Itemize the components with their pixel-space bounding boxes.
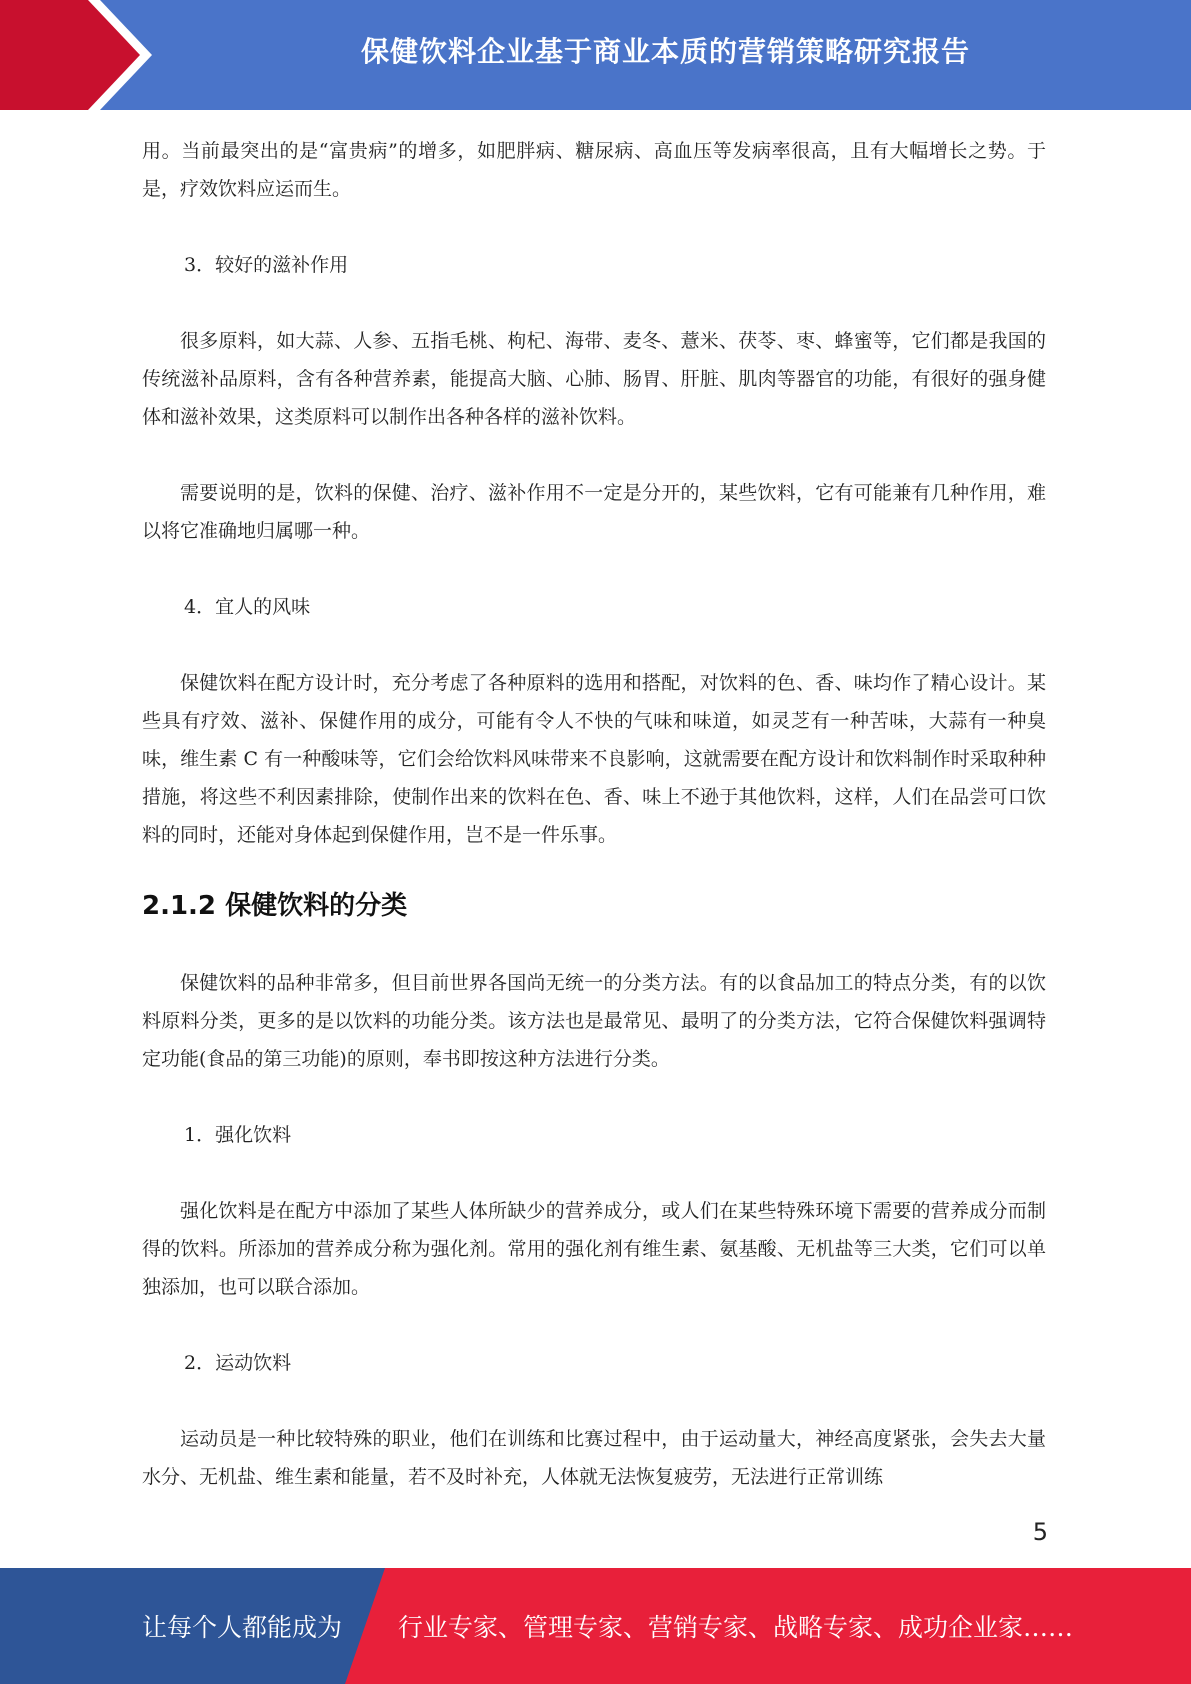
page-body <box>142 132 1046 1534</box>
subheading: 2．运动饮料 <box>184 1352 292 1374</box>
paragraph: 保健饮料的品种非常多，但目前世界各国尚无统一的分类方法。有的以食品加工的特点分类，有的以饮料原料分类，更多的是以饮料的功能分类。该方法也是最常见、最明了的分类方法，它符合保健饮料强调特定功能(食品的第三功能)的原则，奉书即按这种方法进行分类。 <box>142 972 1046 1070</box>
paragraph: 很多原料，如大蒜、人参、五指毛桃、枸杞、海带、麦冬、薏米、茯苓、枣、蜂蜜等，它们都是我国的传统滋补品原料，含有各种营养素，能提高大脑、心肺、肠胃、肝脏、肌肉等器官的功能，有很好的强身健体和滋补效果，这类原料可以制作出各种各样的滋补饮料。 <box>142 330 1046 428</box>
page-number: 5 <box>1032 1518 1048 1546</box>
paragraph: 用。当前最突出的是“富贵病”的增多，如肥胖病、糖尿病、高血压等发病率很高，且有大幅增长之势。于是，疗效饮料应运而生。 <box>142 140 1046 200</box>
paragraph: 强化饮料是在配方中添加了某些人体所缺少的营养成分，或人们在某些特殊环境下需要的营养成分而制得的饮料。所添加的营养成分称为强化剂。常用的强化剂有维生素、氨基酸、无机盐等三大类，它们可以单独添加，也可以联合添加。 <box>142 1200 1046 1298</box>
paragraph: 运动员是一种比较特殊的职业，他们在训练和比赛过程中，由于运动量大，神经高度紧张，会失去大量水分、无机盐、维生素和能量，若不及时补充，人体就无法恢复疲劳，无法进行正常训练 <box>142 1428 1046 1488</box>
page-header <box>0 0 1191 110</box>
document-title: 保健饮料企业基于商业本质的营销策略研究报告 <box>360 35 970 68</box>
section-heading: 2.1.2 保健饮料的分类 <box>142 891 408 921</box>
paragraph: 保健饮料在配方设计时，充分考虑了各种原料的选用和搭配，对饮料的色、香、味均作了精心设计。某些具有疗效、滋补、保健作用的成分，可能有令人不快的气味和味道，如灵芝有一种苦味，大蒜有一种臭味，维生素 C 有一种酸味等，它们会给饮料风味带来不良影响，这就需要在配方设计和饮料制作时采取种种措施，将这些不利因素排除，使制作出来的饮料在色、香、味上不逊于其他饮料，这样，人们在品尝可口饮料的同时，还能对身体起到保健作用，岂不是一件乐事。 <box>142 672 1046 846</box>
footer-slogan-left: 让每个人都能成为 <box>142 1613 343 1642</box>
subheading: 4．宜人的风味 <box>184 596 311 618</box>
header-arrow-icon <box>0 0 160 110</box>
subheading: 1．强化饮料 <box>184 1124 292 1146</box>
footer-slogan-right: 行业专家、管理专家、营销专家、战略专家、成功企业家…… <box>398 1613 1074 1642</box>
subheading: 3．较好的滋补作用 <box>184 254 349 276</box>
paragraph: 需要说明的是，饮料的保健、治疗、滋补作用不一定是分开的，某些饮料，它有可能兼有几种作用，难以将它准确地归属哪一种。 <box>142 482 1046 542</box>
page-footer <box>0 1568 1191 1684</box>
